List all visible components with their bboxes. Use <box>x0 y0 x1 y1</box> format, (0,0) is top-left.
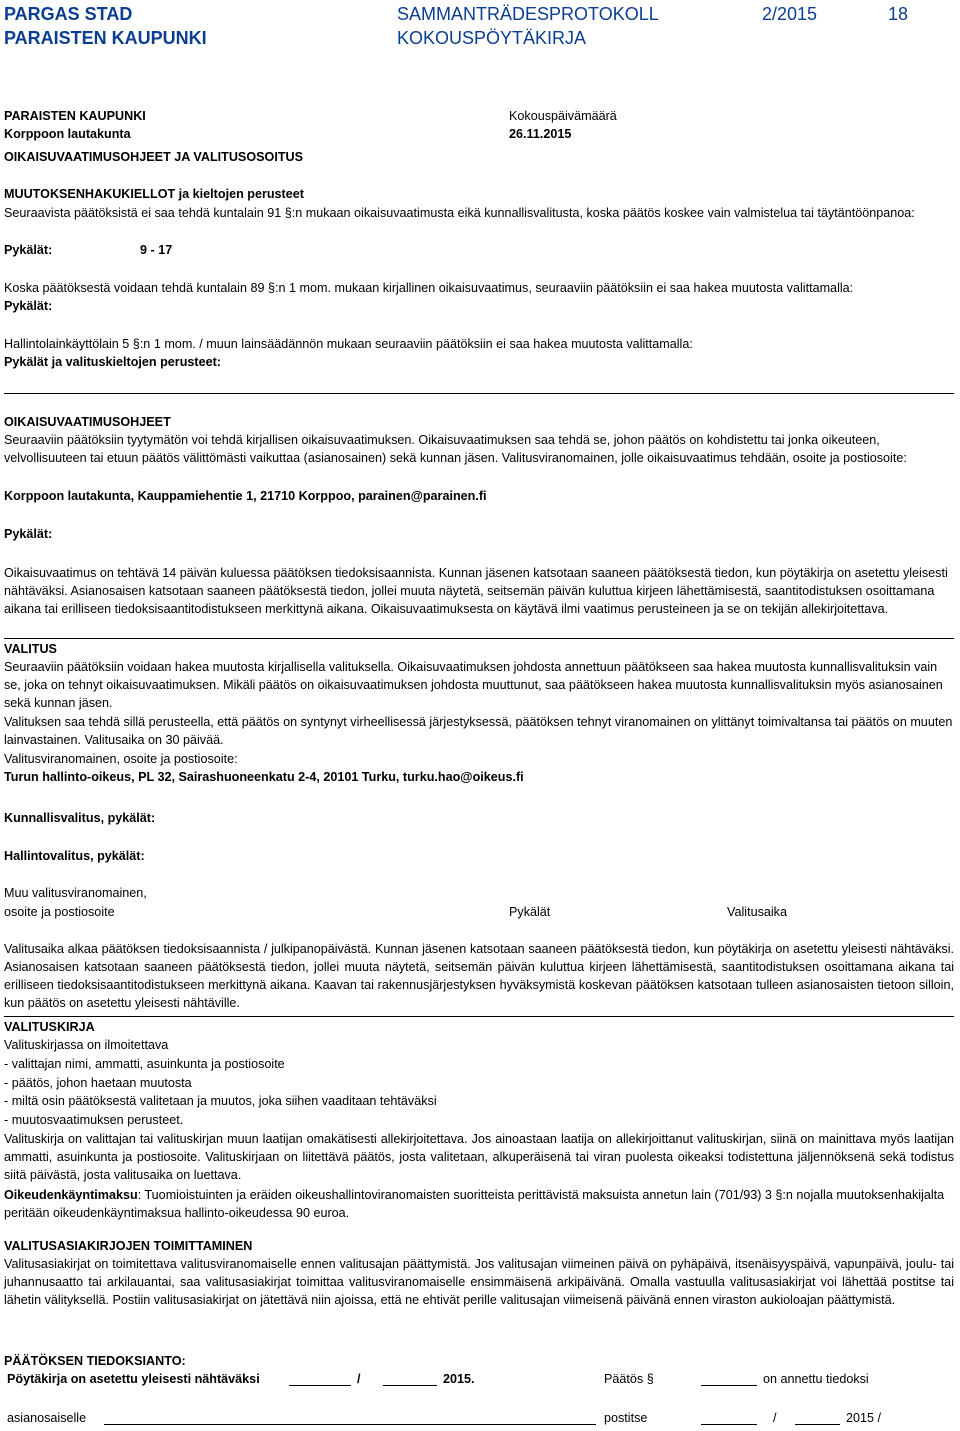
org-name-swedish: PARGAS STAD <box>4 4 133 24</box>
appeal-text-2: Valituksen saa tehdä sillä perusteella, että päätös on syntynyt virheellisessä järjestyksessä, päätöksen tehnyt viranomainen on ylittänyt toimivaltansa tai päätös on muuten lainvastainen. Valitusaika on 30 päivää. <box>4 715 953 747</box>
doc-title: OIKAISUVAATIMUSOHJEET JA VALITUSOSOITUS <box>4 150 304 164</box>
prohibitions-sections-label-2: Pykälät: <box>4 299 53 313</box>
appeal-heading: VALITUS <box>4 642 57 656</box>
party-label: asianosaiselle <box>7 1411 87 1425</box>
delivery-heading: VALITUSASIAKIRJOJEN TOIMITTAMINEN <box>4 1239 253 1253</box>
meta-date-label: Kokouspäivämäärä <box>509 109 617 123</box>
prohibitions-sections-label: Pykälät: <box>4 243 53 257</box>
meta-board: Korppoon lautakunta <box>4 127 131 141</box>
rectification-text-1: Seuraaviin päätöksiin tyytymätön voi tehdä kirjallisen oikaisuvaatimuksen. Oikaisuvaatimuksen saa tehdä se, johon päätös on kohdistettu tai jonka oikeuteen, velvollisuuteen tai etuun päätös välittömästi vaikuttaa (asianosainen) sekä kunnan jäsen. Valitusviranomainen, jolle oikaisuvaatimus tehdään, osoite ja postiosoite: <box>4 433 907 465</box>
notice-posted-label: Pöytäkirja on asetettu yleisesti nähtäväksi <box>7 1372 260 1386</box>
doc-type-finnish: KOKOUSPÖYTÄKIRJA <box>397 28 587 48</box>
appeal-doc-intro: Valituskirjassa on ilmoitettava <box>4 1038 169 1052</box>
section-divider <box>4 1016 954 1017</box>
by-post-label: postitse <box>604 1411 648 1425</box>
appeal-doc-item: - päätös, johon haetaan muutosta <box>4 1076 192 1090</box>
doc-type-swedish: SAMMANTRÄDESPROTOKOLL <box>397 4 659 24</box>
section-divider <box>4 393 954 394</box>
col-period-label: Valitusaika <box>727 905 787 919</box>
decision-section-blank[interactable] <box>701 1373 757 1386</box>
admin-appeal-label: Hallintovalitus, pykälät: <box>4 849 145 863</box>
rectification-sections-label: Pykälät: <box>4 527 53 541</box>
appeal-doc-item: - miltä osin päätöksestä valitetaan ja muutos, joka siihen vaaditaan tehtäväksi <box>4 1094 437 1108</box>
court-fees-label: Oikeudenkäyntimaksu <box>4 1188 138 1202</box>
prohibitions-text-3: Hallintolainkäyttölain 5 §:n 1 mom. / muun lainsäädännön mukaan seuraaviin päätöksiin ei saa hakea muutosta valittamalla: <box>4 337 693 351</box>
municipal-appeal-label: Kunnallisvalitus, pykälät: <box>4 811 156 825</box>
appeal-text-4: Valitusaika alkaa päätöksen tiedoksisaannista / julkipanopäivästä. Kunnan jäsenen katsotaan saaneen päätöksestä tiedon, kun pöytäkirja on asetettu yleisesti nähtäväksi. Asianosaisen katsotaan saaneen päätöksestä tiedon, jollei muuta näytetä, seitsemän päivän kuluttua kirjeen lähettämisestä, saantitodistuksen osoittamana aikana tai erilliseen tiedoksisaantitodistukseen merkittynä aikana. Kaavan tai rakennusjärjestyksen hyväksymistä koskevan päätöksen katsotaan tulleen asianosaisten tietoon silloin, kun päätös on asetettu yleisesti nähtäville. <box>4 942 954 1010</box>
issue-number: 2/2015 <box>762 4 818 24</box>
page-number: 18 <box>888 4 909 24</box>
prohibitions-sections-label-3: Pykälät ja valituskieltojen perusteet: <box>4 355 221 369</box>
prohibitions-heading: MUUTOKSENHAKUKIELLOT ja kieltojen perusteet <box>4 187 304 201</box>
post-date-separator: / <box>773 1411 777 1425</box>
rectification-text-2: Oikaisuvaatimus on tehtävä 14 päivän kuluessa päätöksen tiedoksisaannista. Kunnan jäsenen katsotaan saaneen päätöksestä tiedon, kun pöytäkirja on asetettu yleisesti nähtäväksi. Asianosaisen katsotaan saaneen päätöksestä tiedon, jollei muuta näytetä, seitsemän päivän kuluttua kirjeen lähettämisestä, saantitodistuksen osoittamana aikana tai erilliseen tiedoksisaantitodistukseen merkittynä aikana. Oikaisuvaatimuksesta on käytävä ilmi vaatimus perusteineen ja se on tekijän allekirjoitettava. <box>4 566 948 616</box>
org-name-finnish: PARAISTEN KAUPUNKI <box>4 28 207 48</box>
meta-org: PARAISTEN KAUPUNKI <box>4 109 146 123</box>
meta-date: 26.11.2015 <box>509 127 572 141</box>
rectification-address: Korppoon lautakunta, Kauppamiehentie 1, 21710 Korppoo, parainen@parainen.fi <box>4 489 487 503</box>
appeal-text-1: Seuraaviin päätöksiin voidaan hakea muutosta kirjallisella valituksella. Oikaisuvaatimuksen johdosta annettuun päätökseen saa hakea muutosta kunnallisvalituksin vain se, joka on tehnyt oikaisuvaatimuksen. Mikäli päätös on oikaisuvaatimuksen johdosta muuttunut, saa päätökseen hakea muutosta kunnallisvalituksin myös asianosainen sekä kunnan jäsen. <box>4 660 943 710</box>
court-fees-text: : Tuomioistuinten ja eräiden oikeushallintoviranomaisten suoritteista perittävistä maksuista annetun lain (701/93) 3 §:n nojalla muutoksenhakijalta peritään oikeudenkäyntimaksua hallinto-oikeudessa 90 euroa. <box>4 1188 945 1220</box>
appeal-text-3: Valitusviranomainen, osoite ja postiosoite: <box>4 752 238 766</box>
other-authority-label-2: osoite ja postiosoite <box>4 905 115 919</box>
posted-month-blank[interactable] <box>383 1373 437 1386</box>
prohibitions-sections-value: 9 - 17 <box>140 243 173 257</box>
delivery-text: Valitusasiakirjat on toimitettava valitusviranomaiselle ennen valitusajan päättymistä. Jos valitusajan viimeinen päivä on pyhäpäivä, itsenäisyyspäivä, vapunpäivä, joulu- tai juhannusaatto tai arkilauantai, saa valitusasiakirjat toimittaa valitusviranomaiselle ensimmäisenä arkipäivänä. Omalla vastuulla valitusasiakirjat voi lähettää postitse tai lähetin välityksellä. Postiin valitusasiakirjat on jätettävä niin ajoissa, että ne ehtivät perille valitusajan viimeisenä päivänä ennen viraston aukioloajan päättymistä. <box>4 1257 954 1307</box>
party-name-blank[interactable] <box>104 1412 596 1425</box>
other-authority-label-1: Muu valitusviranomainen, <box>4 886 147 900</box>
court-fees-paragraph <box>4 1186 954 1222</box>
notice-heading: PÄÄTÖKSEN TIEDOKSIANTO: <box>4 1354 186 1368</box>
posted-year: 2015. <box>443 1372 475 1386</box>
posted-date-separator: / <box>357 1372 361 1386</box>
decision-section-label: Päätös § <box>604 1372 654 1386</box>
section-divider <box>4 638 954 639</box>
rectification-heading: OIKAISUVAATIMUSOHJEET <box>4 415 171 429</box>
prohibitions-text-1: Seuraavista päätöksistä ei saa tehdä kuntalain 91 §:n mukaan oikaisuvaatimusta eikä kunnallisvalitusta, koska päätös koskee vain valmistelua tai täytäntöönpanoa: <box>4 206 915 220</box>
post-day-blank[interactable] <box>701 1412 757 1425</box>
appeal-doc-heading: VALITUSKIRJA <box>4 1020 95 1034</box>
post-month-blank[interactable] <box>795 1412 840 1425</box>
appeal-doc-text-1: Valituskirja on valittajan tai valituskirjan muun laatijan omakätisesti allekirjoitettava. Jos ainoastaan laatija on allekirjoittanut valituskirjan, siinä on mainittava myös laatijan ammatti, asuinkunta ja postiosoite. Valituskirjaan on liitettävä päätös, josta valitetaan, alkuperäisenä tai viran puolesta oikeaksi todistettuna jäljennöksenä sekä todistus siitä päivästä, josta valitusaika on luettava. <box>4 1132 954 1182</box>
notified-label: on annettu tiedoksi <box>763 1372 869 1386</box>
col-sections-label: Pykälät <box>509 905 551 919</box>
appeal-doc-item: - muutosvaatimuksen perusteet. <box>4 1113 184 1127</box>
post-year: 2015 / <box>846 1411 882 1425</box>
posted-day-blank[interactable] <box>289 1373 351 1386</box>
appeal-address: Turun hallinto-oikeus, PL 32, Sairashuoneenkatu 2-4, 20101 Turku, turku.hao@oikeus.fi <box>4 770 524 784</box>
appeal-doc-item: - valittajan nimi, ammatti, asuinkunta ja postiosoite <box>4 1057 285 1071</box>
prohibitions-text-2: Koska päätöksestä voidaan tehdä kuntalain 89 §:n 1 mom. mukaan kirjallinen oikaisuvaatimus, seuraaviin päätöksiin ei saa hakea muutosta valittamalla: <box>4 281 854 295</box>
